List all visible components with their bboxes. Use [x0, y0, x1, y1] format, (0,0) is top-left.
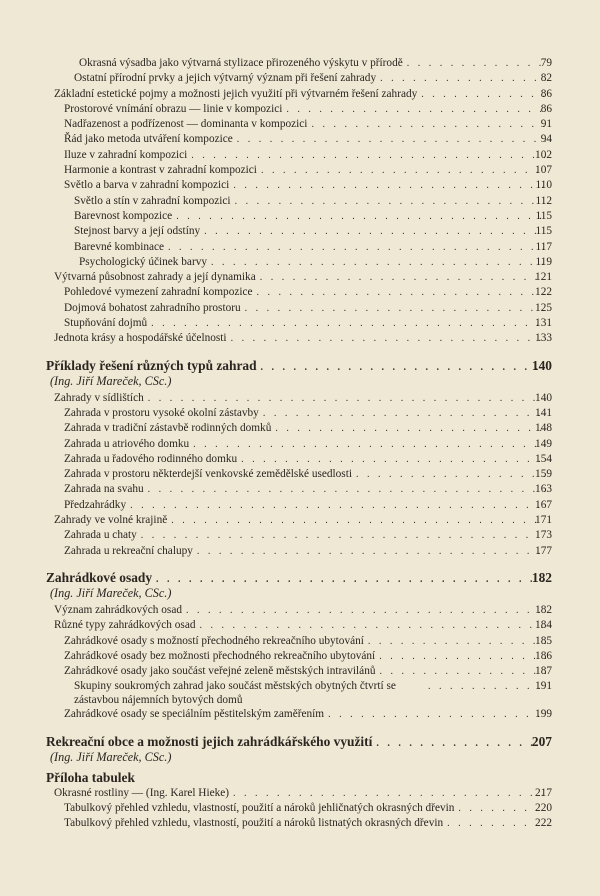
- toc-entry-title: Zahrada na svahu: [64, 483, 144, 496]
- leader-dots: [191, 148, 546, 163]
- toc-entry[interactable]: [0, 224, 600, 239]
- toc-entry-title: Zahrádkové osady se speciálním pěstitelským zaměřením: [64, 708, 325, 721]
- page-number: 121: [535, 271, 552, 284]
- leader-dots: [193, 437, 546, 452]
- toc-entry-title: Tabulkový přehled vzhledu, vlastností, použití a nároků listnatých okrasných dřevin: [64, 817, 444, 830]
- page-number: 220: [535, 801, 552, 814]
- leader-dots: [257, 285, 546, 300]
- toc-entry-title: Zahrady v sídlištích: [54, 391, 144, 404]
- page-number: 173: [535, 529, 552, 542]
- page-number: 110: [535, 179, 552, 192]
- leader-dots: [211, 255, 546, 270]
- toc-entry-title: Předzahrádky: [64, 498, 127, 511]
- toc-entry-title: Světlo a stín v zahradní kompozici: [74, 194, 231, 207]
- toc-entry[interactable]: [0, 209, 600, 224]
- section-heading-title: Zahrádkové osady: [46, 569, 153, 585]
- page-number: 140: [531, 357, 552, 373]
- leader-dots: [199, 618, 546, 633]
- toc-entry-title: Zahrada v prostoru vysoké okolní zástavby: [64, 406, 259, 419]
- leader-dots: [197, 544, 546, 559]
- page-number: 107: [535, 164, 552, 177]
- page-number: 149: [535, 437, 552, 450]
- page-number: 217: [535, 786, 552, 799]
- toc-entry-title: Zahrádkové osady s možností přechodného rekreačního ubytování: [64, 634, 364, 647]
- leader-dots: [233, 178, 546, 193]
- page-number: 163: [535, 483, 552, 496]
- toc-entry-title: Nadřazenost a podřízenost — dominanta v kompozici: [64, 118, 308, 131]
- section-heading[interactable]: [0, 733, 600, 750]
- toc-entry-title: Zahrádkové osady bez možnosti přechodného rekreačního ubytování: [64, 649, 376, 662]
- page-number: 122: [535, 286, 552, 299]
- toc-entry[interactable]: [0, 316, 600, 331]
- toc-entry[interactable]: [0, 56, 600, 71]
- leader-dots: [148, 482, 546, 497]
- page-number: 86: [540, 102, 552, 115]
- toc-entry[interactable]: [0, 285, 600, 300]
- toc-entry[interactable]: [0, 544, 600, 559]
- toc-entry[interactable]: [0, 801, 600, 816]
- toc-entry[interactable]: [0, 634, 600, 649]
- page-number: 112: [535, 194, 552, 207]
- page-number: 191: [535, 680, 552, 693]
- page-number: 222: [535, 817, 552, 830]
- page-number: 115: [535, 209, 552, 222]
- table-of-contents: [0, 56, 600, 832]
- toc-entry-title: Iluze v zahradní kompozici: [64, 148, 188, 161]
- toc-entry[interactable]: [0, 452, 600, 467]
- page-number: 154: [535, 452, 552, 465]
- leader-dots: [231, 331, 546, 346]
- section-heading[interactable]: [0, 569, 600, 586]
- toc-entry-title: Zahrada v tradiční zástavbě rodinných domků: [64, 422, 272, 435]
- page-number: 86: [540, 87, 552, 100]
- leader-dots: [275, 421, 546, 436]
- leader-dots: [260, 270, 546, 285]
- toc-entry[interactable]: [0, 513, 600, 528]
- toc-entry-title: Různé typy zahrádkových osad: [54, 619, 196, 632]
- toc-entry-title: Stupňování dojmů: [64, 317, 148, 330]
- page-number: 82: [540, 72, 552, 85]
- leader-dots: [235, 194, 546, 209]
- toc-entry[interactable]: [0, 178, 600, 193]
- toc-entry[interactable]: [0, 437, 600, 452]
- page-number: 117: [535, 240, 552, 253]
- page-number: 171: [535, 514, 552, 527]
- toc-entry[interactable]: [0, 255, 600, 270]
- toc-entry[interactable]: [0, 498, 600, 513]
- toc-entry-title: Jednota krásy a hospodářské účelnosti: [54, 332, 227, 345]
- toc-entry-title: Ostatní přírodní prvky a jejich výtvarný význam při řešení zahrady: [74, 72, 377, 85]
- leader-dots: [241, 452, 546, 467]
- toc-entry[interactable]: [0, 482, 600, 497]
- page-number: 186: [535, 649, 552, 662]
- page-number: 187: [535, 665, 552, 678]
- toc-entry[interactable]: [0, 618, 600, 633]
- toc-entry[interactable]: [0, 331, 600, 346]
- toc-entry-title: Psychologický účinek barvy: [79, 255, 208, 268]
- leader-dots: [311, 117, 546, 132]
- toc-entry-title: Zahrada v prostoru některdejší venkovské zemědělské usedlosti: [64, 468, 352, 481]
- page-number: 91: [540, 118, 552, 131]
- toc-entry[interactable]: [0, 102, 600, 117]
- toc-entry[interactable]: [0, 117, 600, 132]
- toc-entry[interactable]: [0, 148, 600, 163]
- toc-entry-title: Okrasné rostliny — (Ing. Karel Hieke): [54, 786, 230, 799]
- page-number: 207: [531, 733, 552, 749]
- toc-entry[interactable]: [0, 406, 600, 421]
- page-number: 125: [535, 301, 552, 314]
- toc-entry-title: Barevnost kompozice: [74, 209, 173, 222]
- toc-entry-title: Řád jako metoda utváření kompozice: [64, 133, 233, 146]
- toc-entry[interactable]: [0, 467, 600, 482]
- toc-entry-title: Výtvarná působnost zahrady a její dynamika: [54, 271, 256, 284]
- toc-entry[interactable]: [0, 71, 600, 86]
- toc-entry-title: Prostorové vnímání obrazu — linie v kompozici: [64, 102, 283, 115]
- leader-dots: [286, 102, 546, 117]
- leader-dots: [261, 163, 546, 178]
- leader-dots: [237, 132, 546, 147]
- toc-entry[interactable]: [0, 816, 600, 831]
- toc-entry-title: Dojmová bohatost zahradního prostoru: [64, 301, 241, 314]
- toc-entry-title: Zahrada u rekreační chalupy: [64, 544, 193, 557]
- page-number: 94: [540, 133, 552, 146]
- toc-entry[interactable]: [0, 707, 600, 722]
- toc-entry[interactable]: [0, 603, 600, 618]
- page-number: 131: [535, 317, 552, 330]
- section-author: (Ing. Jiří Mareček, CSc.): [50, 585, 172, 600]
- leader-dots: [171, 513, 546, 528]
- toc-entry-title: Stejnost barvy a její odstíny: [74, 225, 201, 238]
- toc-entry-title: Zahrada u řadového rodinného domku: [64, 452, 238, 465]
- toc-entry-title: Okrasná výsadba jako výtvarná stylizace přirozeného výskytu v přírodě: [79, 57, 403, 69]
- page-number: 159: [535, 468, 552, 481]
- toc-entry[interactable]: [0, 301, 600, 316]
- toc-entry-title: Světlo a barva v zahradní kompozici: [64, 179, 230, 192]
- toc-entry-title: Zahrada u chaty: [64, 529, 137, 542]
- page-number: 102: [535, 148, 552, 161]
- leader-dots: [263, 406, 546, 421]
- page-number: 79: [540, 57, 552, 69]
- section-heading-title: Příklady řešení různých typů zahrad: [46, 357, 257, 373]
- page-number: 177: [535, 544, 552, 557]
- toc-entry-title: Pohledové vymezení zahradní kompozice: [64, 286, 253, 299]
- page-number: 140: [535, 391, 552, 404]
- toc-entry-title: Zahrádkové osady jako součást veřejné zeleně městských intravilánů: [64, 665, 376, 678]
- page-number: 133: [535, 332, 552, 345]
- page-number: 199: [535, 708, 552, 721]
- leader-dots: [148, 391, 546, 406]
- page-number: 167: [535, 498, 552, 511]
- toc-entry-title: Zahrada u atriového domku: [64, 437, 190, 450]
- toc-entry-title: Barevné kombinace: [74, 240, 165, 253]
- leader-dots: [176, 209, 546, 224]
- toc-entry[interactable]: [0, 270, 600, 285]
- leader-dots: [233, 786, 546, 801]
- page-number: 182: [535, 603, 552, 616]
- leader-dots: [186, 603, 546, 618]
- toc-entry[interactable]: [0, 421, 600, 436]
- page-number: 184: [535, 619, 552, 632]
- section-heading: [0, 769, 600, 786]
- toc-entry[interactable]: [0, 528, 600, 543]
- toc-entry[interactable]: [0, 132, 600, 147]
- toc-entry-title: Tabulkový přehled vzhledu, vlastností, použití a nároků jehličnatých okrasných dřevin: [64, 801, 455, 814]
- toc-entry[interactable]: [0, 391, 600, 406]
- toc-entry[interactable]: [0, 87, 600, 102]
- section-heading-title: Rekreační obce a možnosti jejich zahrádkářského využití: [46, 733, 373, 749]
- page-number: 119: [535, 255, 552, 268]
- toc-entry[interactable]: [0, 664, 600, 679]
- toc-entry[interactable]: [0, 679, 600, 707]
- leader-dots: [130, 498, 546, 513]
- toc-entry[interactable]: [0, 240, 600, 255]
- toc-entry[interactable]: [0, 163, 600, 178]
- toc-entry[interactable]: [0, 194, 600, 209]
- toc-entry-title: Harmonie a kontrast v zahradní kompozici: [64, 164, 257, 177]
- leader-dots: [151, 316, 546, 331]
- page-number: 141: [535, 406, 552, 419]
- toc-entry-title: Základní estetické pojmy a možnosti jejich využití při výtvarném řešení zahrady: [54, 87, 418, 100]
- leader-dots: [168, 240, 546, 255]
- leader-dots: [204, 224, 546, 239]
- toc-entry[interactable]: [0, 649, 600, 664]
- section-heading[interactable]: [0, 357, 600, 374]
- toc-entry-title: Skupiny soukromých zahrad jako součást městských obytných čtvrtí se zástavbou nájemních bytových domů: [74, 680, 396, 707]
- toc-entry[interactable]: [0, 786, 600, 801]
- page-number: 182: [531, 569, 552, 585]
- page-number: 185: [535, 634, 552, 647]
- leader-dots: [141, 528, 546, 543]
- page-number: 115: [535, 225, 552, 238]
- section-heading-title: Příloha tabulek: [46, 769, 135, 785]
- section-author: (Ing. Jiří Mareček, CSc.): [50, 749, 172, 764]
- leader-dots: [245, 301, 546, 316]
- toc-entry-title: Význam zahrádkových osad: [54, 603, 182, 616]
- toc-entry-title: Zahrady ve volné krajině: [54, 514, 168, 527]
- page-number: 148: [535, 422, 552, 435]
- section-author: (Ing. Jiří Mareček, CSc.): [50, 373, 172, 388]
